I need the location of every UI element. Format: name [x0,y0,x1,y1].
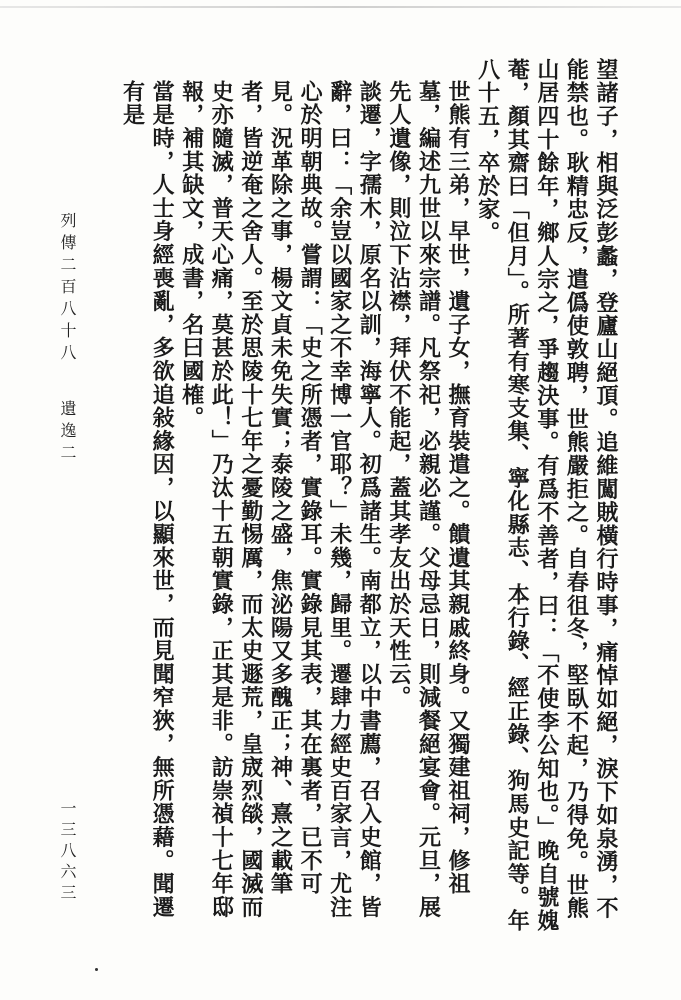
paragraph-li-shixiong-biography: 望諸子，相與泛彭蠡，登廬山絕頂。追維闖賊橫行時事，痛悼如絕，淚下如泉湧，不能禁也。耿精忠反，遣僞使敦聘，世熊嚴拒之。自春徂冬，堅臥不起，乃得免。世熊山居四十餘年，鄉人宗之，爭趨決事。有爲不善者，曰：「不使李公知也。」晚自號媿菴，顏其齋曰「但月」。所著有寒支集、寧化縣志、本行錄、經正錄、狗馬史記等。年八十五，卒於家。 [474,58,619,933]
page-top-edge [0,6,681,8]
subsection-title: 遺逸二 [58,400,77,466]
main-text-block [112,58,620,938]
section-title: 列傳二百八十八 [58,212,77,366]
paragraph-li-shixiong-family: 世熊有三弟，早世，遺子女，撫育裝遣之。饋遺其親戚終身。又獨建祖祠，修祖墓，編述九世以來宗譜。凡祭祀，必親必謹。父母忌日，則減餐絕宴會。元旦，展先人遺像，則泣下沾襟，拜伏不能起，蓋其孝友出於天性云。 [385,80,472,919]
paragraph-tan-qian-continued: 當是時，人士身經喪亂，多欲追敍緣因，以顯來世，而見聞窄狹，無所憑藉。聞遷有是 [119,80,176,919]
paragraph-tan-qian-biography: 談遷，字孺木，原名以訓，海寧人。初爲諸生。南都立，以中書薦，召入史館，皆辭，曰：「余豈以國家之不幸博一官耶？」未幾，歸里。遷肆力經史百家言，尤注心於明朝典故。嘗謂：「史之所憑者，實錄耳。實錄見其表，其在裏者，已不可見。況革除之事，楊文貞未免失實；泰陵之盛，焦泌陽又多醜正；神、熹之載筆者，皆逆奄之舍人。至於思陵十七年之憂勤惕厲，而太史遯荒，皇宬烈燄，國滅而史亦隨滅，普天心痛，莫甚於此！」乃汰十五朝實錄，正其是非。訪崇禎十七年邸報，補其缺文，成書，名曰國榷。 [178,80,383,919]
page-number: 一三八六三 [58,800,77,905]
print-speck [95,968,98,971]
